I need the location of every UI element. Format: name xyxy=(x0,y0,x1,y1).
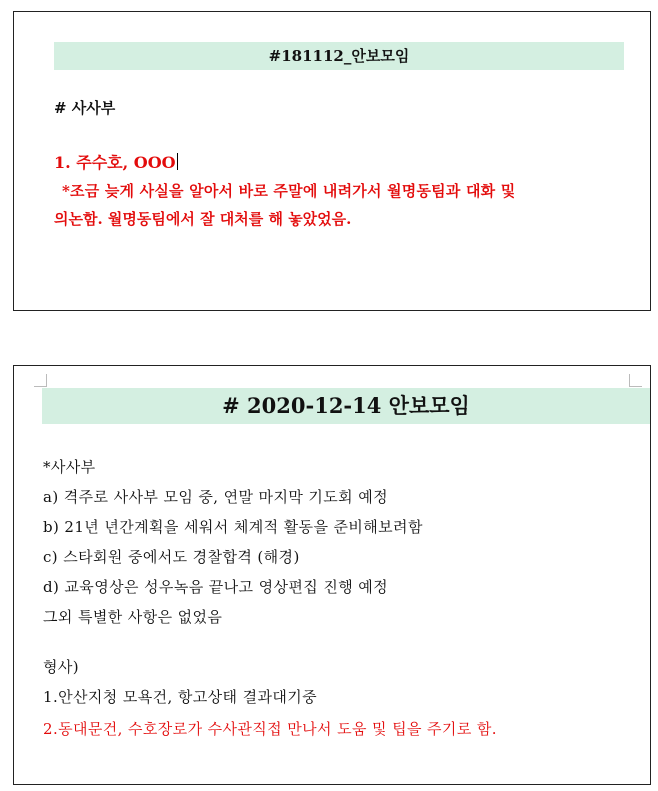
page-2-section2-item-2: 2.동대문건, 수호장로가 수사관직접 만나서 도움 및 팁을 주기로 함. xyxy=(43,720,497,738)
page-2-item-c: c) 스타회원 중에서도 경찰합격 (해경) xyxy=(43,548,300,566)
page-1-note-line-1: *조금 늦게 사실을 알아서 바로 주말에 내려가서 월명동팀과 대화 및 xyxy=(62,182,516,200)
crop-mark-top-right xyxy=(629,374,642,387)
page-1-section-heading: # 사사부 xyxy=(54,99,116,117)
page-1-item-1[interactable] xyxy=(54,150,178,173)
document-page-1 xyxy=(13,11,651,311)
page-1-item-1-text: 1. 주수호, OOO xyxy=(54,153,176,172)
document-page-2 xyxy=(13,365,651,785)
crop-mark-top-left xyxy=(34,374,47,387)
page-2-item-other: 그외 특별한 사항은 없었음 xyxy=(43,608,223,626)
page-2-item-d: d) 교육영상은 성우녹음 끝나고 영상편집 진행 예정 xyxy=(43,578,389,596)
text-cursor xyxy=(177,153,178,170)
page-2-section-heading: *사사부 xyxy=(43,458,96,476)
page-2-item-a: a) 격주로 사사부 모임 중, 연말 마지막 기도회 예정 xyxy=(43,488,389,506)
page-2-section2-heading: 형사) xyxy=(43,658,80,676)
page-1-note-line-2: 의논함. 월명동팀에서 잘 대처를 해 놓았었음. xyxy=(54,210,352,228)
page-1-title: #181112_안보모임 xyxy=(54,42,624,70)
page-2-item-b: b) 21년 년간계획을 세워서 체계적 활동을 준비해보려함 xyxy=(43,518,423,536)
page-2-title: # 2020-12-14 안보모임 xyxy=(42,388,650,424)
page-2-section2-item-1: 1.안산지청 모욕건, 항고상태 결과대기중 xyxy=(43,688,318,706)
